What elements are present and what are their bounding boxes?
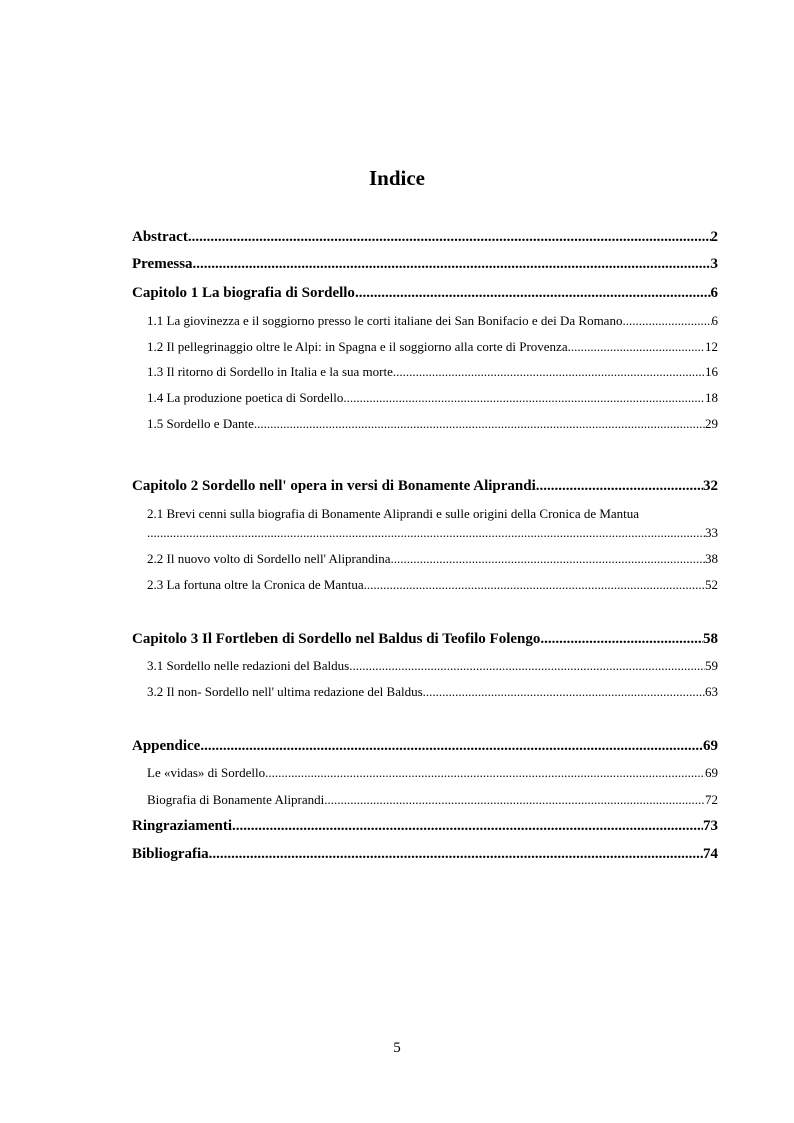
toc-entry-label: Capitolo 1 La biografia di Sordello	[132, 285, 355, 301]
toc-entry-1-2[interactable]	[147, 339, 718, 355]
toc-entry-3-1[interactable]	[147, 658, 718, 674]
toc-entry-1-5[interactable]	[147, 416, 718, 432]
toc-entry-bibliografia[interactable]	[132, 846, 718, 863]
toc-entry-page: 32	[703, 478, 718, 494]
toc-entry-page: 2	[710, 229, 718, 245]
toc-entry-label: 2.2 Il nuovo volto di Sordello nell' Aliprandina	[147, 551, 391, 566]
toc-entry-page: 38	[705, 551, 718, 566]
toc-entry-label: Premessa	[132, 256, 193, 272]
toc-entry-biografia-aliprandi[interactable]	[147, 792, 718, 808]
toc-entry-page: 6	[711, 313, 718, 328]
dot-leader	[536, 478, 703, 495]
toc-entry-label: Appendice	[132, 738, 201, 754]
toc-entry-page: 69	[705, 765, 718, 780]
toc-entry-2-2[interactable]	[147, 551, 718, 567]
page-number: 5	[393, 1040, 401, 1056]
toc-entry-page: 18	[705, 390, 718, 405]
dot-leader	[265, 765, 705, 781]
toc-entry-capitolo-3[interactable]	[132, 631, 718, 648]
toc-entry-page: 59	[705, 658, 718, 673]
dot-leader	[209, 846, 703, 863]
dot-leader	[188, 229, 711, 246]
toc-entry-label: Bibliografia	[132, 846, 209, 862]
toc-entry-label: 3.2 Il non- Sordello nell' ultima redazione del Baldus	[147, 684, 423, 699]
toc-entry-2-3[interactable]	[147, 577, 718, 593]
toc-entry-vidas[interactable]	[147, 765, 718, 781]
dot-leader	[200, 738, 703, 755]
toc-entry-label: Ringraziamenti	[132, 818, 232, 834]
dot-leader	[324, 792, 705, 808]
dot-leader	[423, 684, 705, 700]
toc-entry-page: 52	[705, 577, 718, 592]
toc-entry-page: 69	[703, 738, 718, 754]
toc-entry-ringraziamenti[interactable]	[132, 818, 718, 835]
toc-entry-label: 1.3 Il ritorno di Sordello in Italia e la sua morte	[147, 364, 393, 379]
toc-entry-label: 1.5 Sordello e Dante	[147, 416, 254, 431]
toc-entry-premessa[interactable]	[132, 256, 718, 273]
toc-entry-page: 63	[705, 684, 718, 699]
dot-leader	[147, 525, 705, 541]
dot-leader	[355, 285, 711, 302]
toc-entry-label: Le «vidas» di Sordello	[147, 765, 266, 780]
dot-leader	[391, 551, 705, 567]
toc-entry-page: 6	[710, 285, 718, 301]
toc-entry-capitolo-2[interactable]	[132, 478, 718, 495]
toc-entry-appendice[interactable]	[132, 738, 718, 755]
dot-leader	[364, 577, 705, 593]
toc-entry-3-2[interactable]	[147, 684, 718, 700]
dot-leader	[193, 256, 711, 273]
toc-entry-abstract[interactable]	[132, 229, 718, 246]
dot-leader	[232, 818, 703, 835]
dot-leader	[626, 313, 712, 329]
toc-entry-label: 1.4 La produzione poetica di Sordello	[147, 390, 344, 405]
dot-leader	[254, 416, 705, 432]
toc-entry-page: 74	[703, 846, 718, 862]
dot-leader	[571, 339, 705, 355]
toc-entry-label: Abstract	[132, 229, 188, 245]
toc-entry-2-1-label[interactable]: 2.1 Brevi cenni sulla biografia di Bonamente Aliprandi e sulle origini della Cronica de Mantua	[147, 506, 640, 521]
toc-entry-1-1[interactable]	[147, 313, 718, 329]
dot-leader	[540, 631, 703, 648]
toc-entry-label: 2.3 La fortuna oltre la Cronica de Mantua	[147, 577, 364, 592]
toc-entry-page: 73	[703, 818, 718, 834]
toc-entry-label: 3.1 Sordello nelle redazioni del Baldus	[147, 658, 350, 673]
dot-leader	[393, 364, 705, 380]
toc-entry-page: 33	[705, 525, 718, 540]
toc-entry-page: 3	[710, 256, 718, 272]
toc-entry-page: 72	[705, 792, 718, 807]
dot-leader	[343, 390, 705, 406]
toc-entry-capitolo-1[interactable]	[132, 285, 718, 302]
toc-entry-page: 12	[705, 339, 718, 354]
dot-leader	[349, 658, 705, 674]
toc-entry-page: 16	[705, 364, 718, 379]
toc-entry-2-1-continuation[interactable]	[147, 525, 718, 541]
toc-entry-label: 1.2 Il pellegrinaggio oltre le Alpi: in Spagna e il soggiorno alla corte di Provenza.	[147, 339, 571, 354]
toc-entry-page: 29	[705, 416, 718, 431]
toc-entry-label: 1.1 La giovinezza e il soggiorno presso le corti italiane dei San Bonifacio e dei Da Romano.	[147, 313, 626, 328]
toc-entry-label: Capitolo 2 Sordello nell' opera in versi di Bonamente Aliprandi	[132, 478, 536, 494]
toc-entry-label: Capitolo 3 Il Fortleben di Sordello nel Baldus di Teofilo Folengo	[132, 631, 541, 647]
page-title: Indice	[368, 166, 425, 190]
toc-entry-1-4[interactable]	[147, 390, 718, 406]
toc-entry-page: 58	[703, 631, 718, 647]
toc-entry-label: Biografia di Bonamente Aliprandi	[147, 792, 325, 807]
toc-entry-1-3[interactable]	[147, 364, 718, 380]
